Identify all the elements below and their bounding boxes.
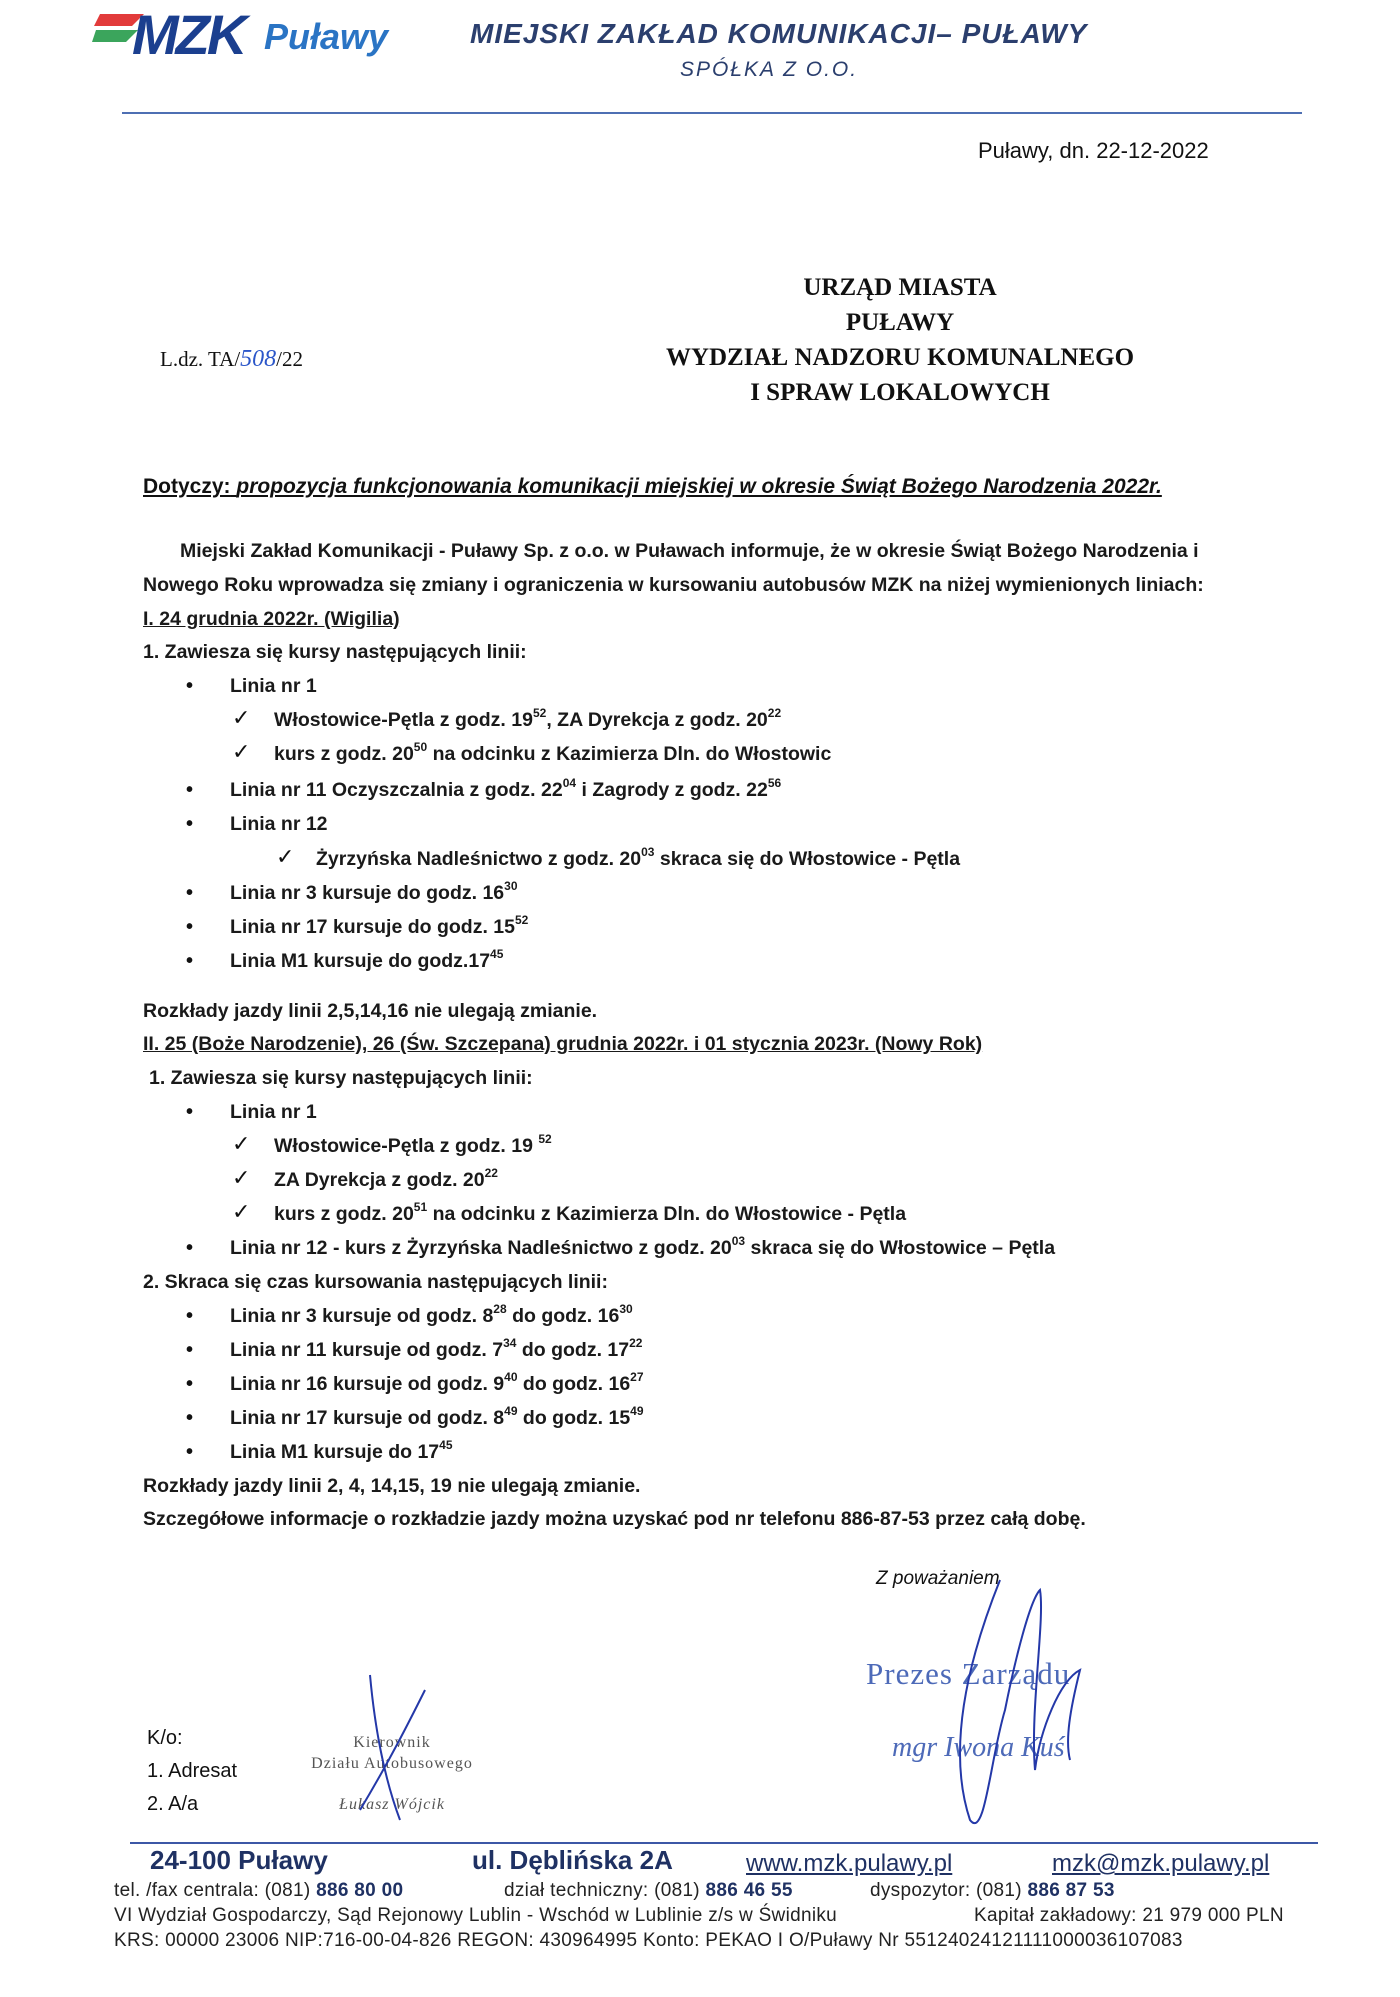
- section2-unchanged: Rozkłady jazdy linii 2, 4, 14,15, 19 nie ulegają zmianie.: [143, 1475, 641, 1497]
- recipient-line: PUŁAWY: [845, 309, 955, 336]
- list-item: Linia nr 16 kursuje od godz. $9^{40}$ do godz. $16^{27}$: [230, 1369, 644, 1395]
- footer-divider: [130, 1842, 1318, 1844]
- subject-label: Dotyczy:: [143, 475, 231, 498]
- list-item: Linia nr 3 kursuje od godz. $8^{28}$ do godz. $16^{30}$: [230, 1301, 633, 1327]
- bullet-icon: •: [186, 1101, 194, 1123]
- intro-line: Nowego Roku wprowadza się zmiany i ograniczenia w kursowaniu autobusów MZK na niżej wymienionych liniach:: [143, 574, 1204, 596]
- initial-signature-icon: [350, 1670, 440, 1830]
- bullet-icon: •: [186, 1339, 194, 1361]
- list-item: Linia nr 3 kursuje do godz. $16^{30}$: [230, 878, 518, 904]
- recipient-line: URZĄD MIASTA: [803, 274, 997, 301]
- logo-mzk-text: MZK: [132, 3, 245, 66]
- footer-website-link[interactable]: www.mzk.pulawy.pl: [746, 1850, 953, 1877]
- company-logo: [92, 0, 422, 70]
- section1-heading: I. 24 grudnia 2022r. (Wigilia): [143, 608, 400, 630]
- list-item: ZA Dyrekcja z godz. $20^{22}$: [274, 1165, 498, 1191]
- signature-title-stamp: Prezes Zarządu: [866, 1656, 1071, 1691]
- bullet-icon: •: [186, 675, 194, 697]
- checkmark-icon: ✓: [232, 1200, 251, 1225]
- list-item: Linia nr 12: [230, 813, 328, 835]
- handwritten-signature-icon: [930, 1560, 1120, 1840]
- company-name: MIEJSKI ZAKŁAD KOMUNIKACJI– PUŁAWY: [470, 18, 1088, 49]
- list-item: Żyrzyńska Nadleśnictwo z godz. $20^{03}$ skraca się do Włostowice - Pętla: [316, 844, 961, 870]
- footer-contact-line: dział techniczny: (081) 886 46 55: [504, 1880, 793, 1901]
- footer-registry: KRS: 00000 23006 NIP:716-00-04-826 REGON: 430964995 Konto: PEKAO I O/Puławy Nr 55124024121111000036107083: [114, 1930, 1183, 1951]
- list-item: Włostowice-Pętla z godz. $19^{52}$, ZA Dyrekcja z godz. $20^{22}$: [274, 705, 782, 731]
- stamp-line: Kierownik: [353, 1734, 431, 1751]
- bullet-icon: •: [186, 813, 194, 835]
- ref-handwritten: 508: [240, 346, 277, 372]
- recipient-line: WYDZIAŁ NADZORU KOMUNALNEGO: [665, 344, 1135, 371]
- stamp-line: Działu Autobusowego: [311, 1755, 473, 1772]
- ref-suffix: /22: [276, 347, 304, 371]
- footer-contact-line: tel. /fax centrala: (081) 886 80 00: [114, 1880, 404, 1901]
- checkmark-icon: ✓: [276, 845, 295, 870]
- copies-label: K/o:: [147, 1727, 183, 1749]
- section1-unchanged: Rozkłady jazdy linii 2,5,14,16 nie ulegają zmianie.: [143, 1000, 598, 1022]
- footer-email-link[interactable]: mzk@mzk.pulawy.pl: [1052, 1850, 1270, 1877]
- list-item: kurs z godz. $20^{51}$ na odcinku z Kazimierza Dln. do Włostowice - Pętla: [274, 1199, 907, 1225]
- footer-contact-line: dyspozytor: (081) 886 87 53: [870, 1880, 1115, 1901]
- bullet-icon: •: [186, 779, 194, 801]
- copies-item: 2. A/a: [147, 1793, 199, 1815]
- letter-date: Puławy, dn. 22-12-2022: [978, 138, 1209, 163]
- section1-sub: 1. Zawiesza się kursy następujących linii:: [143, 641, 527, 663]
- list-item: Linia nr 17 kursuje do godz. $15^{52}$: [230, 912, 529, 938]
- list-item: Linia M1 kursuje do $17^{45}$: [230, 1437, 453, 1463]
- bullet-icon: •: [186, 1441, 194, 1463]
- intro-line: Miejski Zakład Komunikacji - Puławy Sp. z o.o. w Puławach informuje, że w okresie Świąt Bożego Narodzenia i: [180, 540, 1199, 562]
- bullet-icon: •: [186, 882, 194, 904]
- list-item: Linia nr 1: [230, 675, 317, 697]
- footer-capital: Kapitał zakładowy: 21 979 000 PLN: [974, 1905, 1284, 1926]
- copies-block: [147, 1722, 237, 1821]
- bullet-icon: •: [186, 916, 194, 938]
- list-item: Linia nr 11 Oczyszczalnia z godz. $22^{04}$ i Zagrody z godz. $22^{56}$: [230, 775, 782, 801]
- checkmark-icon: ✓: [232, 1132, 251, 1157]
- bullet-icon: •: [186, 950, 194, 972]
- list-item: Linia nr 12 - kurs z Żyrzyńska Nadleśnictwo z godz. $20^{03}$ skraca się do Włostowice – Pętla: [230, 1233, 1056, 1259]
- signature-greeting: Z poważaniem: [876, 1568, 1000, 1589]
- bullet-icon: •: [186, 1373, 194, 1395]
- recipient-block: [600, 270, 1200, 410]
- section2-sub: 1. Zawiesza się kursy następujących linii:: [149, 1067, 533, 1089]
- info-line: Szczegółowe informacje o rozkładzie jazdy można uzyskać pod nr telefonu 886-87-53 przez całą dobę.: [143, 1508, 1086, 1530]
- copies-item: 1. Adresat: [147, 1760, 238, 1782]
- list-item: Linia nr 11 kursuje od godz. $7^{34}$ do godz. $17^{22}$: [230, 1335, 643, 1361]
- bullet-icon: •: [186, 1407, 194, 1429]
- checkmark-icon: ✓: [232, 1166, 251, 1191]
- bullet-icon: •: [186, 1237, 194, 1259]
- stamp-name: Łukasz Wójcik: [339, 1796, 445, 1813]
- header-divider: [122, 112, 1302, 114]
- checkmark-icon: ✓: [232, 706, 251, 731]
- checkmark-icon: ✓: [232, 740, 251, 765]
- subject-line: [143, 475, 1162, 499]
- bullet-icon: •: [186, 1305, 194, 1327]
- reference-number: [160, 346, 303, 373]
- signature-name-stamp: mgr Iwona Kuś: [892, 1732, 1065, 1763]
- footer-court: VI Wydział Gospodarczy, Sąd Rejonowy Lublin - Wschód w Lublinie z/s w Świdniku: [114, 1905, 838, 1926]
- footer-postal: 24-100 Puławy: [150, 1845, 328, 1875]
- list-item: Linia M1 kursuje do $godz.17^{45}$: [230, 946, 504, 972]
- footer-street: ul. Dęblińska 2A: [472, 1845, 673, 1875]
- list-item: Włostowice-Pętla z godz. 19 $^{52}$: [274, 1131, 552, 1157]
- subject-text: propozycja funkcjonowania komunikacji miejskiej w okresie Świąt Bożego Narodzenia 2022r.: [236, 475, 1162, 498]
- recipient-line: I SPRAW LOKALOWYCH: [750, 379, 1050, 406]
- section2-sub: 2. Skraca się czas kursowania następujących linii:: [143, 1271, 608, 1293]
- company-form: SPÓŁKA Z O.O.: [680, 58, 859, 81]
- list-item: Linia nr 17 kursuje od godz. $8^{49}$ do godz. $15^{49}$: [230, 1403, 644, 1429]
- list-item: Linia nr 1: [230, 1101, 317, 1123]
- list-item: kurs z godz. $20^{50}$ na odcinku z Kazimierza Dln. do Włostowic: [274, 739, 832, 765]
- ref-prefix: L.dz. TA/: [160, 347, 241, 371]
- section2-heading: II. 25 (Boże Narodzenie), 26 (Św. Szczepana) grudnia 2022r. i 01 stycznia 2023r. (Nowy Rok): [143, 1033, 983, 1055]
- logo-city-text: Puławy: [264, 16, 389, 57]
